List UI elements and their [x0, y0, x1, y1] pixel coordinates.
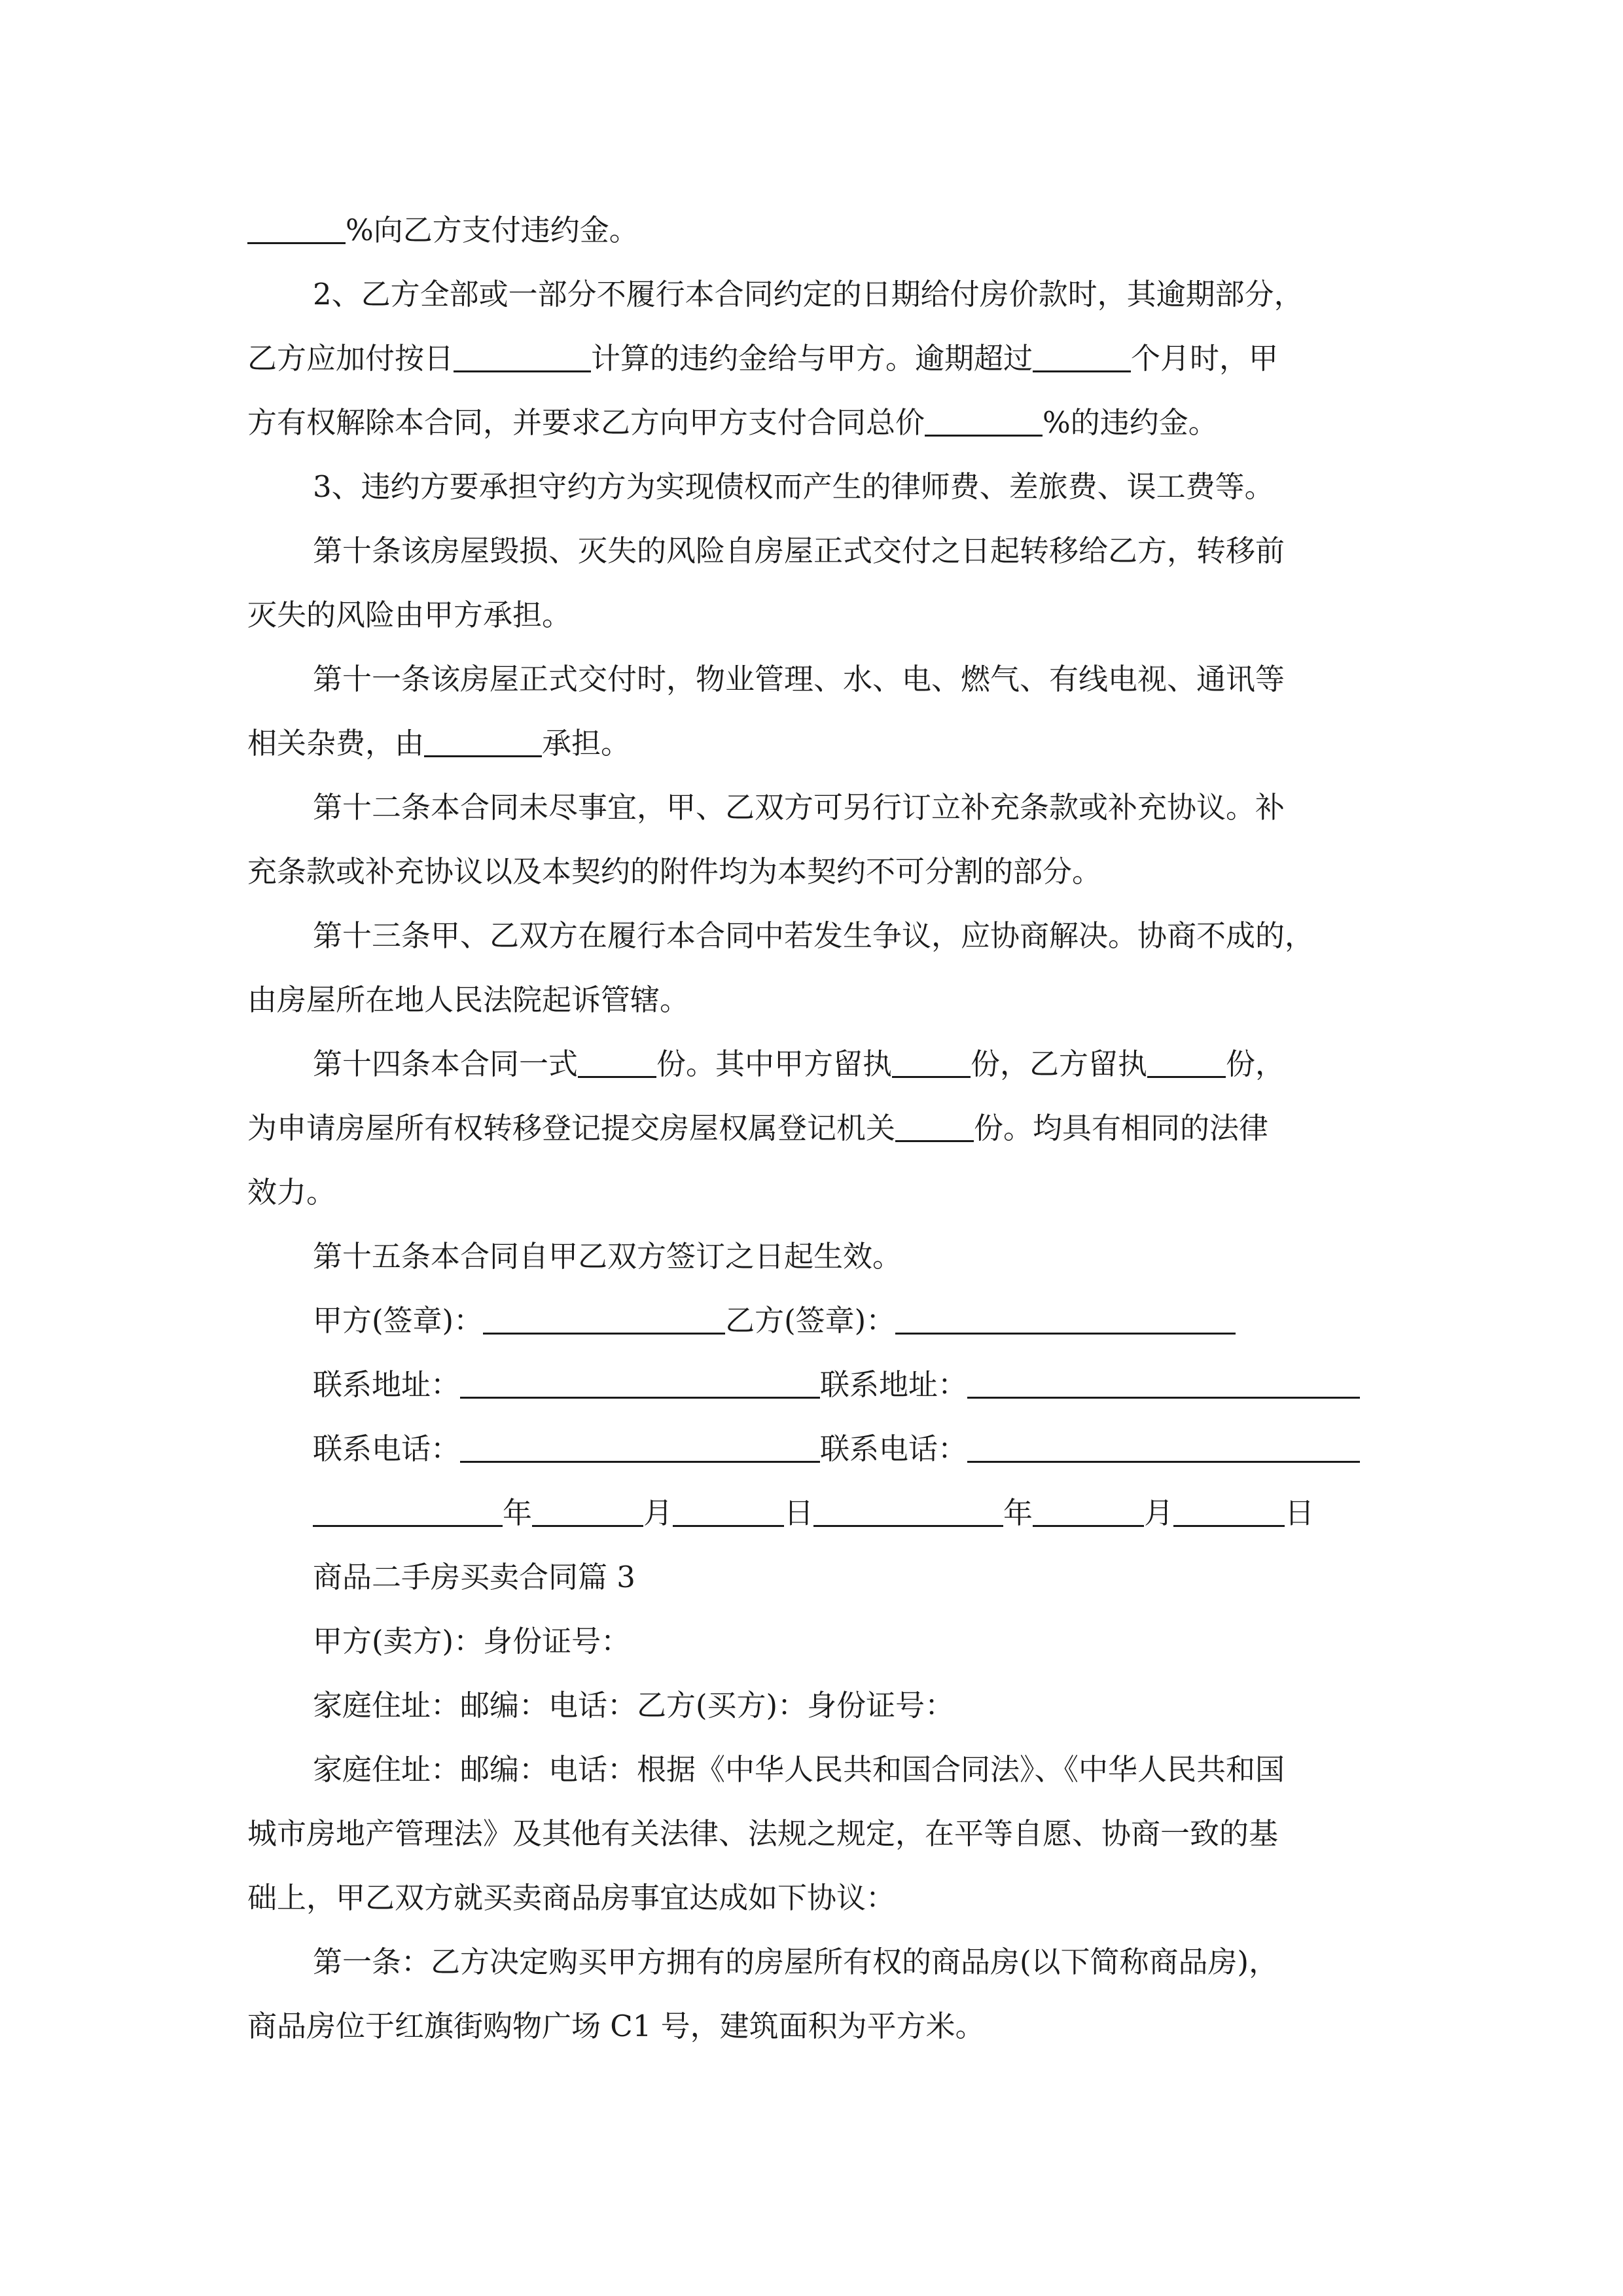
- text-segment: 甲方(签章)：: [313, 1303, 484, 1338]
- fill-in-blank: [247, 216, 346, 244]
- text-line-10: [313, 788, 1623, 827]
- text-line-1: [247, 211, 1623, 250]
- text-segment: 方有权解除本合同，并要求乙方向甲方支付合同总价: [247, 405, 925, 440]
- text-segment: 份。均具有相同的法律: [974, 1111, 1269, 1145]
- text-segment: 第十四条本合同一式: [313, 1047, 579, 1081]
- text-line-29: [247, 2007, 1623, 2046]
- text-segment: 日: [1285, 1496, 1315, 1530]
- text-line-17: [313, 1237, 1623, 1276]
- fill-in-blank: [925, 408, 1043, 437]
- text-segment: 份，: [1226, 1047, 1285, 1081]
- contact-address-row: [313, 1365, 1623, 1405]
- text-line-7: [247, 596, 1623, 635]
- text-line-12: [313, 916, 1623, 956]
- text-line-13: [247, 980, 1623, 1020]
- text-line-15: [247, 1109, 1623, 1148]
- fill-in-blank: [892, 1050, 971, 1078]
- text-line-5: [313, 467, 1623, 507]
- text-segment: 商品房位于红旗街购物广场 C1 号，建筑面积为平方米。: [247, 2009, 985, 2043]
- fill-in-blank: [578, 1050, 656, 1078]
- text-segment: 第十五条本合同自甲乙双方签订之日起生效。: [313, 1239, 902, 1274]
- text-line-23: [313, 1622, 1623, 1661]
- text-segment: 乙方应加付按日: [247, 341, 454, 376]
- fill-in-blank: [1033, 1499, 1144, 1527]
- text-segment: 年: [1003, 1496, 1033, 1530]
- text-segment: 联系地址：: [820, 1367, 968, 1402]
- text-segment: 月: [1144, 1496, 1174, 1530]
- text-segment: 月: [643, 1496, 673, 1530]
- fill-in-blank: [673, 1499, 784, 1527]
- fill-in-blank: [532, 1499, 643, 1527]
- text-segment: 家庭住址：邮编：电话：乙方(买方)：身份证号：: [313, 1688, 955, 1723]
- fill-in-blank: [460, 1371, 820, 1399]
- text-segment: 承担。: [542, 726, 631, 761]
- text-segment: 第十二条本合同未尽事宜，甲、乙双方可另行订立补充条款或补充协议。补: [313, 790, 1285, 825]
- text-line-16: [247, 1173, 1623, 1212]
- text-line-3: [247, 339, 1623, 378]
- text-segment: 相关杂费，由: [247, 726, 425, 761]
- text-segment: 效力。: [247, 1175, 336, 1210]
- text-line-25: [313, 1750, 1623, 1789]
- text-segment: 第十三条甲、乙双方在履行本合同中若发生争议，应协商解决。协商不成的，: [313, 918, 1315, 953]
- fill-in-blank: [967, 1371, 1360, 1399]
- text-segment: 联系电话：: [313, 1431, 461, 1466]
- text-segment: 份。其中甲方留执: [656, 1047, 893, 1081]
- text-segment: 灭失的风险由甲方承担。: [247, 598, 572, 632]
- text-segment: 2、乙方全部或一部分不履行本合同约定的日期给付房价款时，其逾期部分，: [313, 277, 1304, 312]
- text-line-14: [313, 1045, 1623, 1084]
- fill-in-blank: [454, 344, 591, 372]
- text-segment: 城市房地产管理法》及其他有关法律、法规之规定，在平等自愿、协商一致的基: [247, 1816, 1279, 1851]
- text-segment: 甲方(卖方)：身份证号：: [313, 1624, 631, 1659]
- text-line-8: [313, 660, 1623, 699]
- text-line-2: [313, 275, 1623, 314]
- text-segment: 家庭住址：邮编：电话：根据《中华人民共和国合同法》、《中华人民共和国: [313, 1752, 1285, 1787]
- text-segment: 联系电话：: [820, 1431, 968, 1466]
- text-line-27: [247, 1878, 1623, 1918]
- fill-in-blank: [483, 1306, 725, 1335]
- fill-in-blank: [1033, 344, 1131, 372]
- text-line-26: [247, 1814, 1623, 1854]
- text-line-6: [313, 531, 1623, 571]
- fill-in-blank: [424, 729, 542, 757]
- text-segment: 份，乙方留执: [971, 1047, 1148, 1081]
- fill-in-blank: [460, 1435, 820, 1463]
- contact-phone-row: [313, 1429, 1623, 1469]
- text-segment: %的违约金。: [1043, 405, 1218, 440]
- text-segment: 3、违约方要承担守约方为实现债权而产生的律师费、差旅费、误工费等。: [313, 469, 1274, 504]
- text-segment: 为申请房屋所有权转移登记提交房屋权属登记机关: [247, 1111, 896, 1145]
- text-segment: 充条款或补充协议以及本契约的附件均为本契约不可分割的部分。: [247, 854, 1102, 889]
- text-line-11: [247, 852, 1623, 891]
- text-segment: 第一条：乙方决定购买甲方拥有的房屋所有权的商品房(以下简称商品房)，: [313, 1945, 1279, 1979]
- text-segment: %向乙方支付违约金。: [346, 213, 639, 247]
- text-segment: 础上，甲乙双方就买卖商品房事宜达成如下协议：: [247, 1880, 896, 1915]
- text-line-4: [247, 403, 1623, 442]
- signing-date-row: [313, 1494, 1623, 1533]
- fill-in-blank: [813, 1499, 1003, 1527]
- section-title: [313, 1558, 1623, 1597]
- fill-in-blank: [1173, 1499, 1285, 1527]
- fill-in-blank: [895, 1114, 974, 1142]
- signature-party-row: [313, 1301, 1623, 1340]
- text-line-24: [313, 1686, 1623, 1725]
- text-segment: 由房屋所在地人民法院起诉管辖。: [247, 982, 690, 1017]
- text-segment: 第十一条该房屋正式交付时，物业管理、水、电、燃气、有线电视、通讯等: [313, 662, 1285, 696]
- fill-in-blank: [895, 1306, 1236, 1335]
- text-segment: 计算的违约金给与甲方。逾期超过: [591, 341, 1033, 376]
- fill-in-blank: [967, 1435, 1360, 1463]
- text-segment: 联系地址：: [313, 1367, 461, 1402]
- text-segment: 日: [784, 1496, 814, 1530]
- text-segment: 商品二手房买卖合同篇 3: [313, 1560, 635, 1594]
- fill-in-blank: [313, 1499, 503, 1527]
- text-segment: 乙方(签章)：: [725, 1303, 896, 1338]
- text-segment: 年: [503, 1496, 533, 1530]
- fill-in-blank: [1147, 1050, 1226, 1078]
- text-segment: 第十条该房屋毁损、灭失的风险自房屋正式交付之日起转移给乙方，转移前: [313, 533, 1285, 568]
- text-line-9: [247, 724, 1623, 763]
- text-line-28: [313, 1943, 1623, 1982]
- text-segment: 个月时，甲: [1131, 341, 1279, 376]
